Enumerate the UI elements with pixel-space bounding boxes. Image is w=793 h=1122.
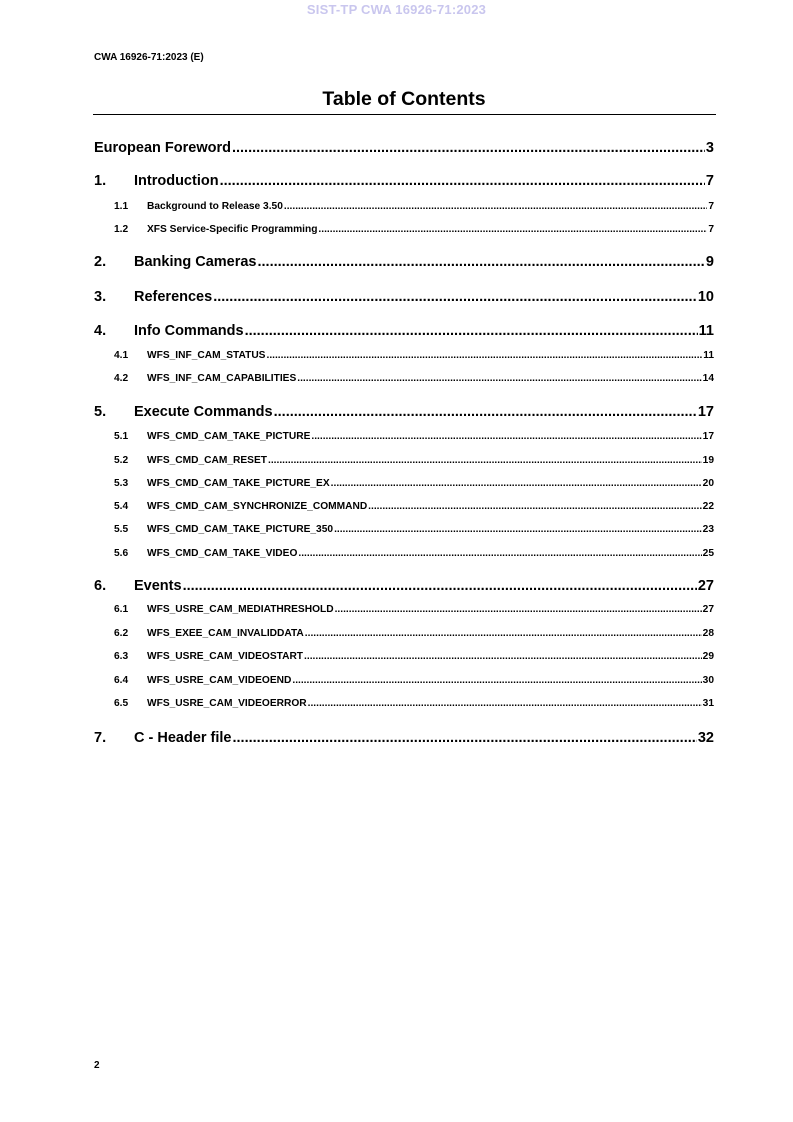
toc-entry-cmd-take-picture-350[interactable] (114, 524, 714, 535)
toc-entry-cmd-take-picture-ex[interactable] (114, 478, 714, 489)
toc-entry-page: 3 (705, 140, 714, 156)
toc-entry-text: WFS_CMD_CAM_TAKE_PICTURE_EX (147, 478, 330, 489)
toc-entry-number: 6.2 (114, 628, 129, 639)
toc-entry-number: 6.5 (114, 698, 129, 709)
toc-entry-text: WFS_CMD_CAM_TAKE_VIDEO (147, 548, 298, 559)
toc-entry-number: 2. (94, 254, 107, 270)
toc-entry-number: 5.4 (114, 501, 129, 512)
toc-entry-usre-videoend[interactable] (114, 675, 714, 686)
toc-entry-background[interactable] (114, 201, 714, 212)
toc-entry-cmd-take-video[interactable] (114, 548, 714, 559)
dot-leader (183, 578, 697, 594)
toc-entry-text: Info Commands (134, 323, 244, 339)
toc-entry-text: WFS_CMD_CAM_RESET (147, 455, 267, 466)
dot-leader (334, 524, 702, 535)
toc-entry-text: C - Header file (134, 730, 232, 746)
dot-leader (245, 323, 698, 339)
toc-entry-european-foreword[interactable] (94, 140, 714, 156)
toc-entry-page: 7 (708, 224, 714, 235)
toc-entry-text: Background to Release 3.50 (147, 201, 283, 212)
toc-entry-page: 17 (697, 404, 714, 420)
toc-entry-number: 1.1 (114, 201, 129, 212)
toc-entry-banking-cameras[interactable] (94, 254, 714, 270)
toc-entry-text: References (134, 289, 213, 305)
dot-leader (220, 173, 705, 189)
dot-leader (305, 628, 702, 639)
toc-entry-text: WFS_CMD_CAM_SYNCHRONIZE_COMMAND (147, 501, 368, 512)
toc-entry-text: Introduction (134, 173, 219, 189)
toc-entry-cmd-reset[interactable] (114, 455, 714, 466)
toc-entry-number: 5.1 (114, 431, 129, 442)
toc-entry-text: WFS_INF_CAM_CAPABILITIES (147, 373, 297, 384)
title-underline (93, 114, 716, 115)
toc-entry-page: 31 (702, 698, 714, 709)
dot-leader (232, 140, 705, 156)
toc-entry-text: European Foreword (94, 140, 231, 156)
watermark: SIST-TP CWA 16926-71:2023 (306, 2, 487, 17)
toc-entry-page: 30 (702, 675, 714, 686)
toc-entry-number: 4.1 (114, 350, 129, 361)
toc-entry-references[interactable] (94, 289, 714, 305)
toc-entry-text: WFS_EXEE_CAM_INVALIDDATA (147, 628, 304, 639)
toc-entry-c-header-file[interactable] (94, 730, 714, 746)
dot-leader (213, 289, 697, 305)
toc-entry-exee-invaliddata[interactable] (114, 628, 714, 639)
toc-entry-number: 3. (94, 289, 107, 305)
toc-entry-text: Execute Commands (134, 404, 273, 420)
toc-entry-events[interactable] (94, 578, 714, 594)
page-title: Table of Contents (322, 88, 486, 110)
toc-entry-text: WFS_USRE_CAM_VIDEOEND (147, 675, 292, 686)
toc-entry-text: Banking Cameras (134, 254, 257, 270)
toc-entry-inf-cam-status[interactable] (114, 350, 714, 361)
dot-leader (274, 404, 697, 420)
toc-entry-inf-cam-capabilities[interactable] (114, 373, 714, 384)
toc-entry-text: WFS_USRE_CAM_VIDEOERROR (147, 698, 307, 709)
toc-entry-number: 7. (94, 730, 107, 746)
dot-leader (368, 501, 701, 512)
toc-entry-page: 25 (702, 548, 714, 559)
toc-entry-page: 14 (702, 373, 714, 384)
dot-leader (297, 373, 701, 384)
toc-entry-number: 5.5 (114, 524, 129, 535)
toc-entry-text: WFS_INF_CAM_STATUS (147, 350, 266, 361)
toc-entry-introduction[interactable] (94, 173, 714, 189)
toc-entry-page: 17 (702, 431, 714, 442)
toc-entry-page: 7 (708, 201, 714, 212)
toc-entry-usre-videoerror[interactable] (114, 698, 714, 709)
dot-leader (318, 224, 707, 235)
dot-leader (311, 431, 701, 442)
toc-entry-number: 4.2 (114, 373, 129, 384)
toc-entry-execute-commands[interactable] (94, 404, 714, 420)
toc-entry-number: 6.1 (114, 604, 129, 615)
toc-entry-page: 10 (697, 289, 714, 305)
toc-entry-page: 28 (702, 628, 714, 639)
dot-leader (304, 651, 702, 662)
toc-entry-xfs-programming[interactable] (114, 224, 714, 235)
toc-entry-number: 5.3 (114, 478, 129, 489)
toc-entry-text: WFS_CMD_CAM_TAKE_PICTURE_350 (147, 524, 334, 535)
toc-entry-number: 5. (94, 404, 107, 420)
dot-leader (258, 254, 705, 270)
dot-leader (335, 604, 702, 615)
document-reference: CWA 16926-71:2023 (E) (94, 52, 204, 63)
toc-entry-text: XFS Service-Specific Programming (147, 224, 318, 235)
page-number: 2 (94, 1060, 100, 1071)
dot-leader (292, 675, 701, 686)
toc-entry-number: 6. (94, 578, 107, 594)
dot-leader (233, 730, 697, 746)
dot-leader (331, 478, 702, 489)
toc-entry-page: 19 (702, 455, 714, 466)
toc-entry-info-commands[interactable] (94, 323, 714, 339)
toc-entry-page: 9 (705, 254, 714, 270)
dot-leader (268, 455, 702, 466)
toc-entry-page: 27 (702, 604, 714, 615)
dot-leader (266, 350, 702, 361)
toc-entry-text: WFS_USRE_CAM_VIDEOSTART (147, 651, 304, 662)
toc-entry-number: 1.2 (114, 224, 129, 235)
toc-entry-number: 5.6 (114, 548, 129, 559)
toc-entry-text: WFS_CMD_CAM_TAKE_PICTURE (147, 431, 311, 442)
toc-entry-page: 27 (697, 578, 714, 594)
dot-leader (284, 201, 707, 212)
toc-entry-page: 11 (703, 350, 714, 361)
toc-entry-cmd-synchronize-command[interactable] (114, 501, 714, 512)
toc-entry-cmd-take-picture[interactable] (114, 431, 714, 442)
toc-entry-text: WFS_USRE_CAM_MEDIATHRESHOLD (147, 604, 334, 615)
toc-entry-number: 4. (94, 323, 107, 339)
toc-entry-number: 6.3 (114, 651, 129, 662)
toc-entry-page: 22 (702, 501, 714, 512)
toc-entry-usre-videostart[interactable] (114, 651, 714, 662)
toc-entry-text: Events (134, 578, 182, 594)
toc-entry-number: 1. (94, 173, 107, 189)
toc-entry-usre-mediathreshold[interactable] (114, 604, 714, 615)
toc-entry-page: 20 (702, 478, 714, 489)
toc-entry-page: 29 (702, 651, 714, 662)
toc-entry-number: 6.4 (114, 675, 129, 686)
toc-entry-page: 32 (697, 730, 714, 746)
toc-entry-page: 11 (698, 323, 714, 339)
dot-leader (308, 698, 702, 709)
toc-entry-page: 23 (702, 524, 714, 535)
toc-entry-number: 5.2 (114, 455, 129, 466)
dot-leader (298, 548, 701, 559)
toc-entry-page: 7 (705, 173, 714, 189)
